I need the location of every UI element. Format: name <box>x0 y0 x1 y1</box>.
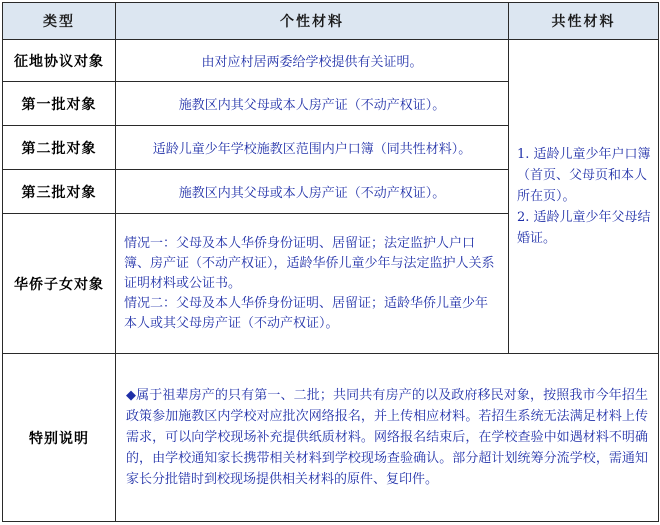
admission-materials-table-container <box>2 2 658 523</box>
row-type: 华侨子女对象 <box>3 214 116 354</box>
special-note-row <box>3 354 659 522</box>
row-material: 施教区内其父母或本人房产证（不动产权证）。 <box>116 170 509 214</box>
header-specific-materials: 个性材料 <box>116 3 509 40</box>
row-type: 第三批对象 <box>3 170 116 214</box>
common-item-1: 1. 适龄儿童少年户口簿（首页、父母页和本人所在页）。 <box>517 147 651 204</box>
overseas-case-1: 情况一：父母及本人华侨身份证明、居留证；法定监护人户口簿、房产证（不动产权证），适龄华侨儿童少年与法定监护人关系证明材料或公证书。 <box>124 235 495 291</box>
row-type: 第一批对象 <box>3 82 116 126</box>
table-row <box>3 40 659 82</box>
admission-materials-table <box>2 2 659 522</box>
special-note-label: 特别说明 <box>3 354 116 522</box>
special-note-text: ◆属于祖辈房产的只有第一、二批；共同共有房产的以及政府移民对象，按照我市今年招生政策参加施教区内学校对应批次网络报名，并上传相应材料。若招生系统无法满足材料上传需求，可以向学校现场补充提供纸质材料。网络报名结束后，在学校查验中如遇材料不明确的，由学校通知家长携带相关材料到学校现场查验确认。部分超计划统筹分流学校，需通知家长分批错时到校现场提供相关材料的原件、复印件。 <box>116 354 659 522</box>
row-material: 适龄儿童少年学校施教区范围内户口簿（同共性材料）。 <box>116 126 509 170</box>
row-type: 第二批对象 <box>3 126 116 170</box>
row-material: 由对应村居两委给学校提供有关证明。 <box>116 40 509 82</box>
header-type: 类型 <box>3 3 116 40</box>
row-material: 施教区内其父母或本人房产证（不动产权证）。 <box>116 82 509 126</box>
table-header-row <box>3 3 659 40</box>
row-type: 征地协议对象 <box>3 40 116 82</box>
row-material-overseas <box>116 214 509 354</box>
common-item-2: 2. 适龄儿童少年父母结婚证。 <box>517 210 651 246</box>
header-common-materials: 共性材料 <box>509 3 659 40</box>
overseas-case-2: 情况二：父母及本人华侨身份证明、居留证；适龄华侨儿童少年本人或其父母房产证（不动产权证）。 <box>124 295 489 331</box>
common-materials-cell <box>509 40 659 354</box>
